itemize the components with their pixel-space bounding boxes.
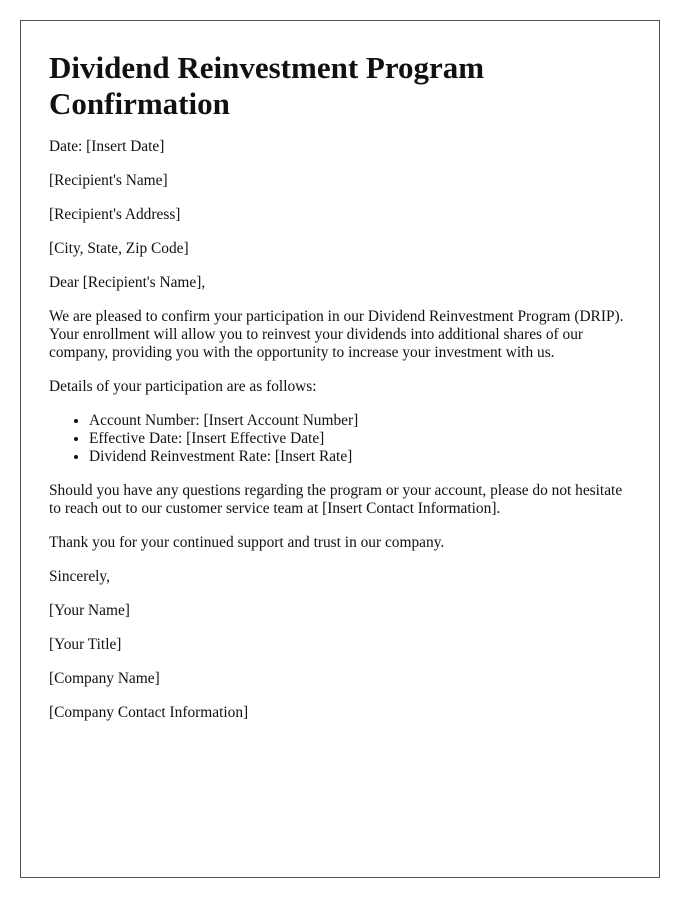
intro-paragraph: We are pleased to confirm your participation in our Dividend Reinvestment Program (DRIP). Your enrollment will allow you to reinvest your dividends into additional shares of our company, providing you with the opportunity to increase your investment with us. (49, 308, 624, 361)
questions-paragraph: Should you have any questions regarding the program or your account, please do not hesitate to reach out to our customer service team at [Insert Contact Information]. (49, 482, 623, 517)
your-name: [Your Name] (49, 602, 130, 619)
company-contact: [Company Contact Information] (49, 704, 249, 721)
thanks-paragraph: Thank you for your continued support and trust in our company. (49, 534, 445, 551)
detail-effective-date: • Effective Date: [Insert Effective Date] (89, 430, 631, 448)
details-list (49, 412, 631, 466)
letter-title: Dividend Reinvestment Program Confirmation (49, 50, 485, 121)
your-title: [Your Title] (49, 636, 122, 653)
detail-account-number: • Account Number: [Insert Account Number] (89, 412, 631, 430)
salutation: Dear [Recipient's Name], (49, 274, 206, 291)
detail-reinvestment-rate: • Dividend Reinvestment Rate: [Insert Rate] (89, 448, 631, 466)
city-state-zip: [City, State, Zip Code] (49, 240, 189, 257)
date-line: Date: [Insert Date] (49, 138, 165, 155)
recipient-name: [Recipient's Name] (49, 172, 168, 189)
recipient-address: [Recipient's Address] (49, 206, 181, 223)
letter-page (20, 20, 660, 878)
details-intro: Details of your participation are as follows: (49, 378, 317, 395)
company-name: [Company Name] (49, 670, 160, 687)
closing: Sincerely, (49, 568, 110, 585)
